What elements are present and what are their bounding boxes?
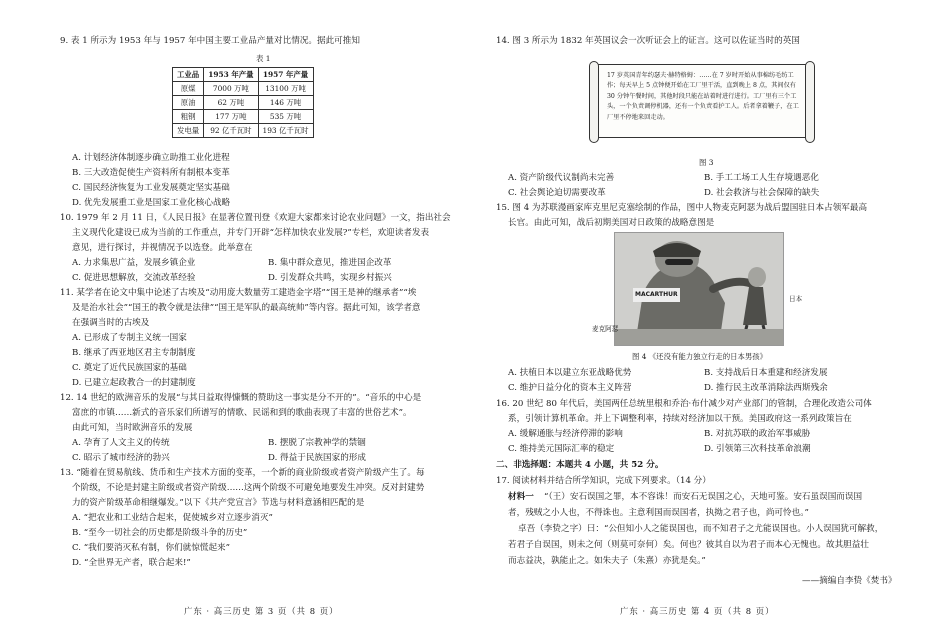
q11-option-d[interactable]: D. 已建立起政教合一的封建制度: [72, 378, 196, 388]
q15-option-c[interactable]: C. 维护日益分化的资本主义阵营: [508, 383, 632, 393]
q15-line: 15. 图 4 为苏联漫画家库克里尼克塞绘制的作品，图中人物麦克阿瑟为战后盟国驻日本占领军最高: [496, 203, 868, 213]
table-cell: 146 万吨: [258, 96, 313, 110]
table-cell: 发电量: [173, 124, 204, 138]
q17-stem: 17. 阅读材料并结合所学知识，完成下列要求。（14 分）: [496, 476, 711, 486]
table-cell: 177 万吨: [204, 110, 258, 124]
table-cell: 535 万吨: [258, 110, 313, 124]
table-cell: 粗钢: [173, 110, 204, 124]
figure3-caption: 图 3: [699, 158, 714, 167]
material-line: 卓吾（李贽之字）曰：“公但知小人之能误国也，而不知君子之尤能误国也。小人误国犹可解救，: [518, 524, 884, 534]
q12-option-c[interactable]: C. 昭示了城市经济的勃兴: [72, 453, 170, 463]
q10-line: 10. 1979 年 2 月 11 日，《人民日报》在显著位置刊登《欢迎大家都来讨论农业问题》一文，指出社会: [60, 213, 451, 223]
q16-line: 系，引领计算机革命。并上下调整利率，持续对经济加以干预。美国政府这一系列政策旨在: [508, 414, 852, 424]
macarthur-label: MACARTHUR: [633, 288, 680, 302]
page-footer-right: 广东 · 高三历史 第 4 页（共 8 页）: [620, 606, 775, 616]
q15-option-d[interactable]: D. 推行民主改革消除法西斯残余: [704, 383, 828, 393]
material-line: 而志益决，孰能止之。如朱夫子（朱熹）亦犹是矣。”: [508, 556, 706, 566]
q14-option-d[interactable]: D. 社会救济与社会保障的缺失: [704, 188, 820, 198]
q10-option-a[interactable]: A. 力求集思广益，发展乡镇企业: [72, 258, 196, 268]
q11-option-a[interactable]: A. 已形成了专制主义统一国家: [72, 333, 187, 343]
production-table: [172, 67, 314, 138]
q13-line: 个阶级，不论是封建主阶级或者资产阶级……这两个阶级不可避免地要发生冲突。反对封建势: [72, 483, 425, 493]
table-cell: 原煤: [173, 82, 204, 96]
q12-option-a[interactable]: A. 孕育了人文主义的传统: [72, 438, 170, 448]
q14-option-c[interactable]: C. 社会舆论迫切需要改革: [508, 188, 606, 198]
q13-line: 力的资产阶级革命相继爆发。”以下《共产党宣言》节选与材料意涵相匹配的是: [72, 498, 365, 508]
q9-option-a[interactable]: A. 计划经济体制逐步确立助推工业化进程: [72, 153, 230, 163]
q15-line: 长官。由此可知，战后初期美国对日政策的战略意图是: [508, 218, 715, 228]
q16-option-a[interactable]: A. 缓解通胀与经济停滞的影响: [508, 429, 623, 439]
q11-line: 及是治水社会”“国王的教令就是法律”“国王是军队的最高统帅”等内容。据此可知，该学者意: [72, 303, 421, 313]
q16-line: 16. 20 世纪 80 年代后，美国两任总统里根和乔治·布什减少对产业部门的管制，合理化改造公司体: [496, 399, 872, 409]
table-row: [173, 110, 314, 124]
q12-line: 12. 14 世纪的欧洲音乐的发展“与其日益取得慷慨的赞助这一事实是分不开的”。“音乐的中心是: [60, 393, 422, 403]
q12-line: 富庶的市镇……新式的音乐家们所谱写的情歌、民谣和到的歌曲表现了丰富的世俗艺术”。: [72, 408, 412, 418]
q10-line: 主义现代化建设已成为当前的工作重点，并专门开辟“怎样加快农业发展?”专栏，欢迎读者发表: [72, 228, 430, 238]
q11-line: 在强调当时的古埃及: [72, 318, 150, 328]
q16-option-c[interactable]: C. 维持美元国际汇率的稳定: [508, 444, 615, 454]
q13-option-c[interactable]: C. “我们要消灭私有制，你们就惊慌起来”: [72, 543, 231, 553]
left-page: [60, 0, 470, 631]
material-label: 材料一: [508, 492, 534, 502]
testimony-scroll-figure: [596, 64, 808, 138]
q9-option-c[interactable]: C. 国民经济恢复为工业发展奠定坚实基础: [72, 183, 230, 193]
scroll-roll-right: [805, 61, 815, 143]
q13-option-b[interactable]: B. “至今一切社会的历史都是阶级斗争的历史”: [72, 528, 248, 538]
q16-option-b[interactable]: B. 对抗苏联的政治军事威胁: [704, 429, 811, 439]
figure4-caption: 图 4 《还没有能力独立行走的日本男孩》: [632, 352, 768, 361]
q11-option-b[interactable]: B. 继承了西亚地区君主专制制度: [72, 348, 196, 358]
q13-option-d[interactable]: D. “全世界无产者，联合起来!”: [72, 558, 191, 568]
table-header: 1953 年产量: [204, 68, 258, 82]
table-header: 1957 年产量: [258, 68, 313, 82]
material-line: 若君子自误国，则未之何（则莫可奈何）矣。何也？彼其自以为君子而本心无愧也。故其胆益壮: [508, 540, 869, 550]
q10-option-b[interactable]: B. 集中群众意见，推进国企改革: [268, 258, 392, 268]
label-macarthur: 麦克阿瑟: [592, 325, 619, 333]
q9-option-b[interactable]: B. 三大改造促使生产资料所有制根本变革: [72, 168, 230, 178]
table-cell: 62 万吨: [204, 96, 258, 110]
q9-option-d[interactable]: D. 优先发展重工业是国家工业化核心战略: [72, 198, 231, 208]
q14-option-a[interactable]: A. 资产阶级代议制尚未完善: [508, 173, 615, 183]
q11-option-c[interactable]: C. 奠定了近代民族国家的基础: [72, 363, 187, 373]
page-footer-left: 广东 · 高三历史 第 3 页（共 8 页）: [184, 606, 339, 616]
section-heading: 二、非选择题：本题共 4 小题，共 52 分。: [496, 460, 664, 470]
q15-option-b[interactable]: B. 支持战后日本重建和经济发展: [704, 368, 828, 378]
table-row: [173, 82, 314, 96]
q11-line: 11. 某学者在论文中集中论述了古埃及“动用庞大数量劳工建造金字塔”“国王是神的继承者”“埃: [60, 288, 417, 298]
q15-option-a[interactable]: A. 扶植日本以建立东亚战略优势: [508, 368, 632, 378]
table-cell: 92 亿千瓦时: [204, 124, 258, 138]
q14-stem: 14. 图 3 所示为 1832 年英国议会一次听证会上的证言。这可以佐证当时的英国: [496, 36, 800, 46]
q12-line: 由此可知，当时欧洲音乐的发展: [72, 423, 193, 433]
table-row: [173, 124, 314, 138]
scroll-roll-left: [589, 61, 599, 143]
testimony-text: 17 岁英国青年约瑟夫·赫特格姆：……在 7 岁时开始从事棉纺毛纺工作；每天早上 5 点钟便开始在工厂里干活，直到晚上 8 点，其间仅有 30 分钟午餐时间，其他时段只能在站着时进行进行。工厂里有三个工头，一个负责调停机器，还有一个负责看护工人。后者拿着鞭子，在工厂里不停地来回走动。: [607, 72, 799, 121]
table-cell: 13100 万吨: [258, 82, 313, 96]
material-source: ——摘编自李贽《焚书》: [802, 576, 897, 586]
q12-option-b[interactable]: B. 摆脱了宗教神学的禁锢: [268, 438, 366, 448]
material-line: “（王）安石误国之罪，本不容诛！而安石无误国之心，天地可鉴。安石虽误国而误国: [544, 492, 863, 502]
q16-option-d[interactable]: D. 引领第三次科技革命浪潮: [704, 444, 811, 454]
label-japan: 日本: [789, 295, 803, 303]
table-header: 工业品: [173, 68, 204, 82]
table-row: [173, 96, 314, 110]
q10-option-d[interactable]: D. 引发群众共鸣，实现乡村振兴: [268, 273, 392, 283]
q9-stem: 9. 表 1 所示为 1953 年与 1957 年中国主要工业品产量对比情况。据此可推知: [60, 36, 360, 46]
cartoon-illustration: [614, 232, 784, 346]
table-header-row: [173, 68, 314, 82]
table-caption: 表 1: [256, 54, 271, 63]
q10-option-c[interactable]: C. 促进思想解放，交流改革经验: [72, 273, 196, 283]
q12-option-d[interactable]: D. 得益于民族国家的形成: [268, 453, 366, 463]
q13-line: 13. “随着在贸易航线、货币和生产技术方面的变革，一个新的商业阶级或者资产阶级产生了。每: [60, 468, 425, 478]
q14-option-b[interactable]: B. 手工工场工人生存境遇恶化: [704, 173, 819, 183]
table-cell: 7000 万吨: [204, 82, 258, 96]
table-cell: 原油: [173, 96, 204, 110]
q13-option-a[interactable]: A. “把农业和工业结合起来，促使城乡对立逐步消灭”: [72, 513, 273, 523]
table-cell: 193 亿千瓦时: [258, 124, 313, 138]
material-line: 者，残贼之小人也，不得诛也。主意利国而误国者，执拗之君子也，尚可怜也。”: [508, 508, 809, 518]
right-page: [496, 0, 916, 631]
q10-line: 意见，进行探讨，并视情况予以选登。此举意在: [72, 243, 253, 253]
